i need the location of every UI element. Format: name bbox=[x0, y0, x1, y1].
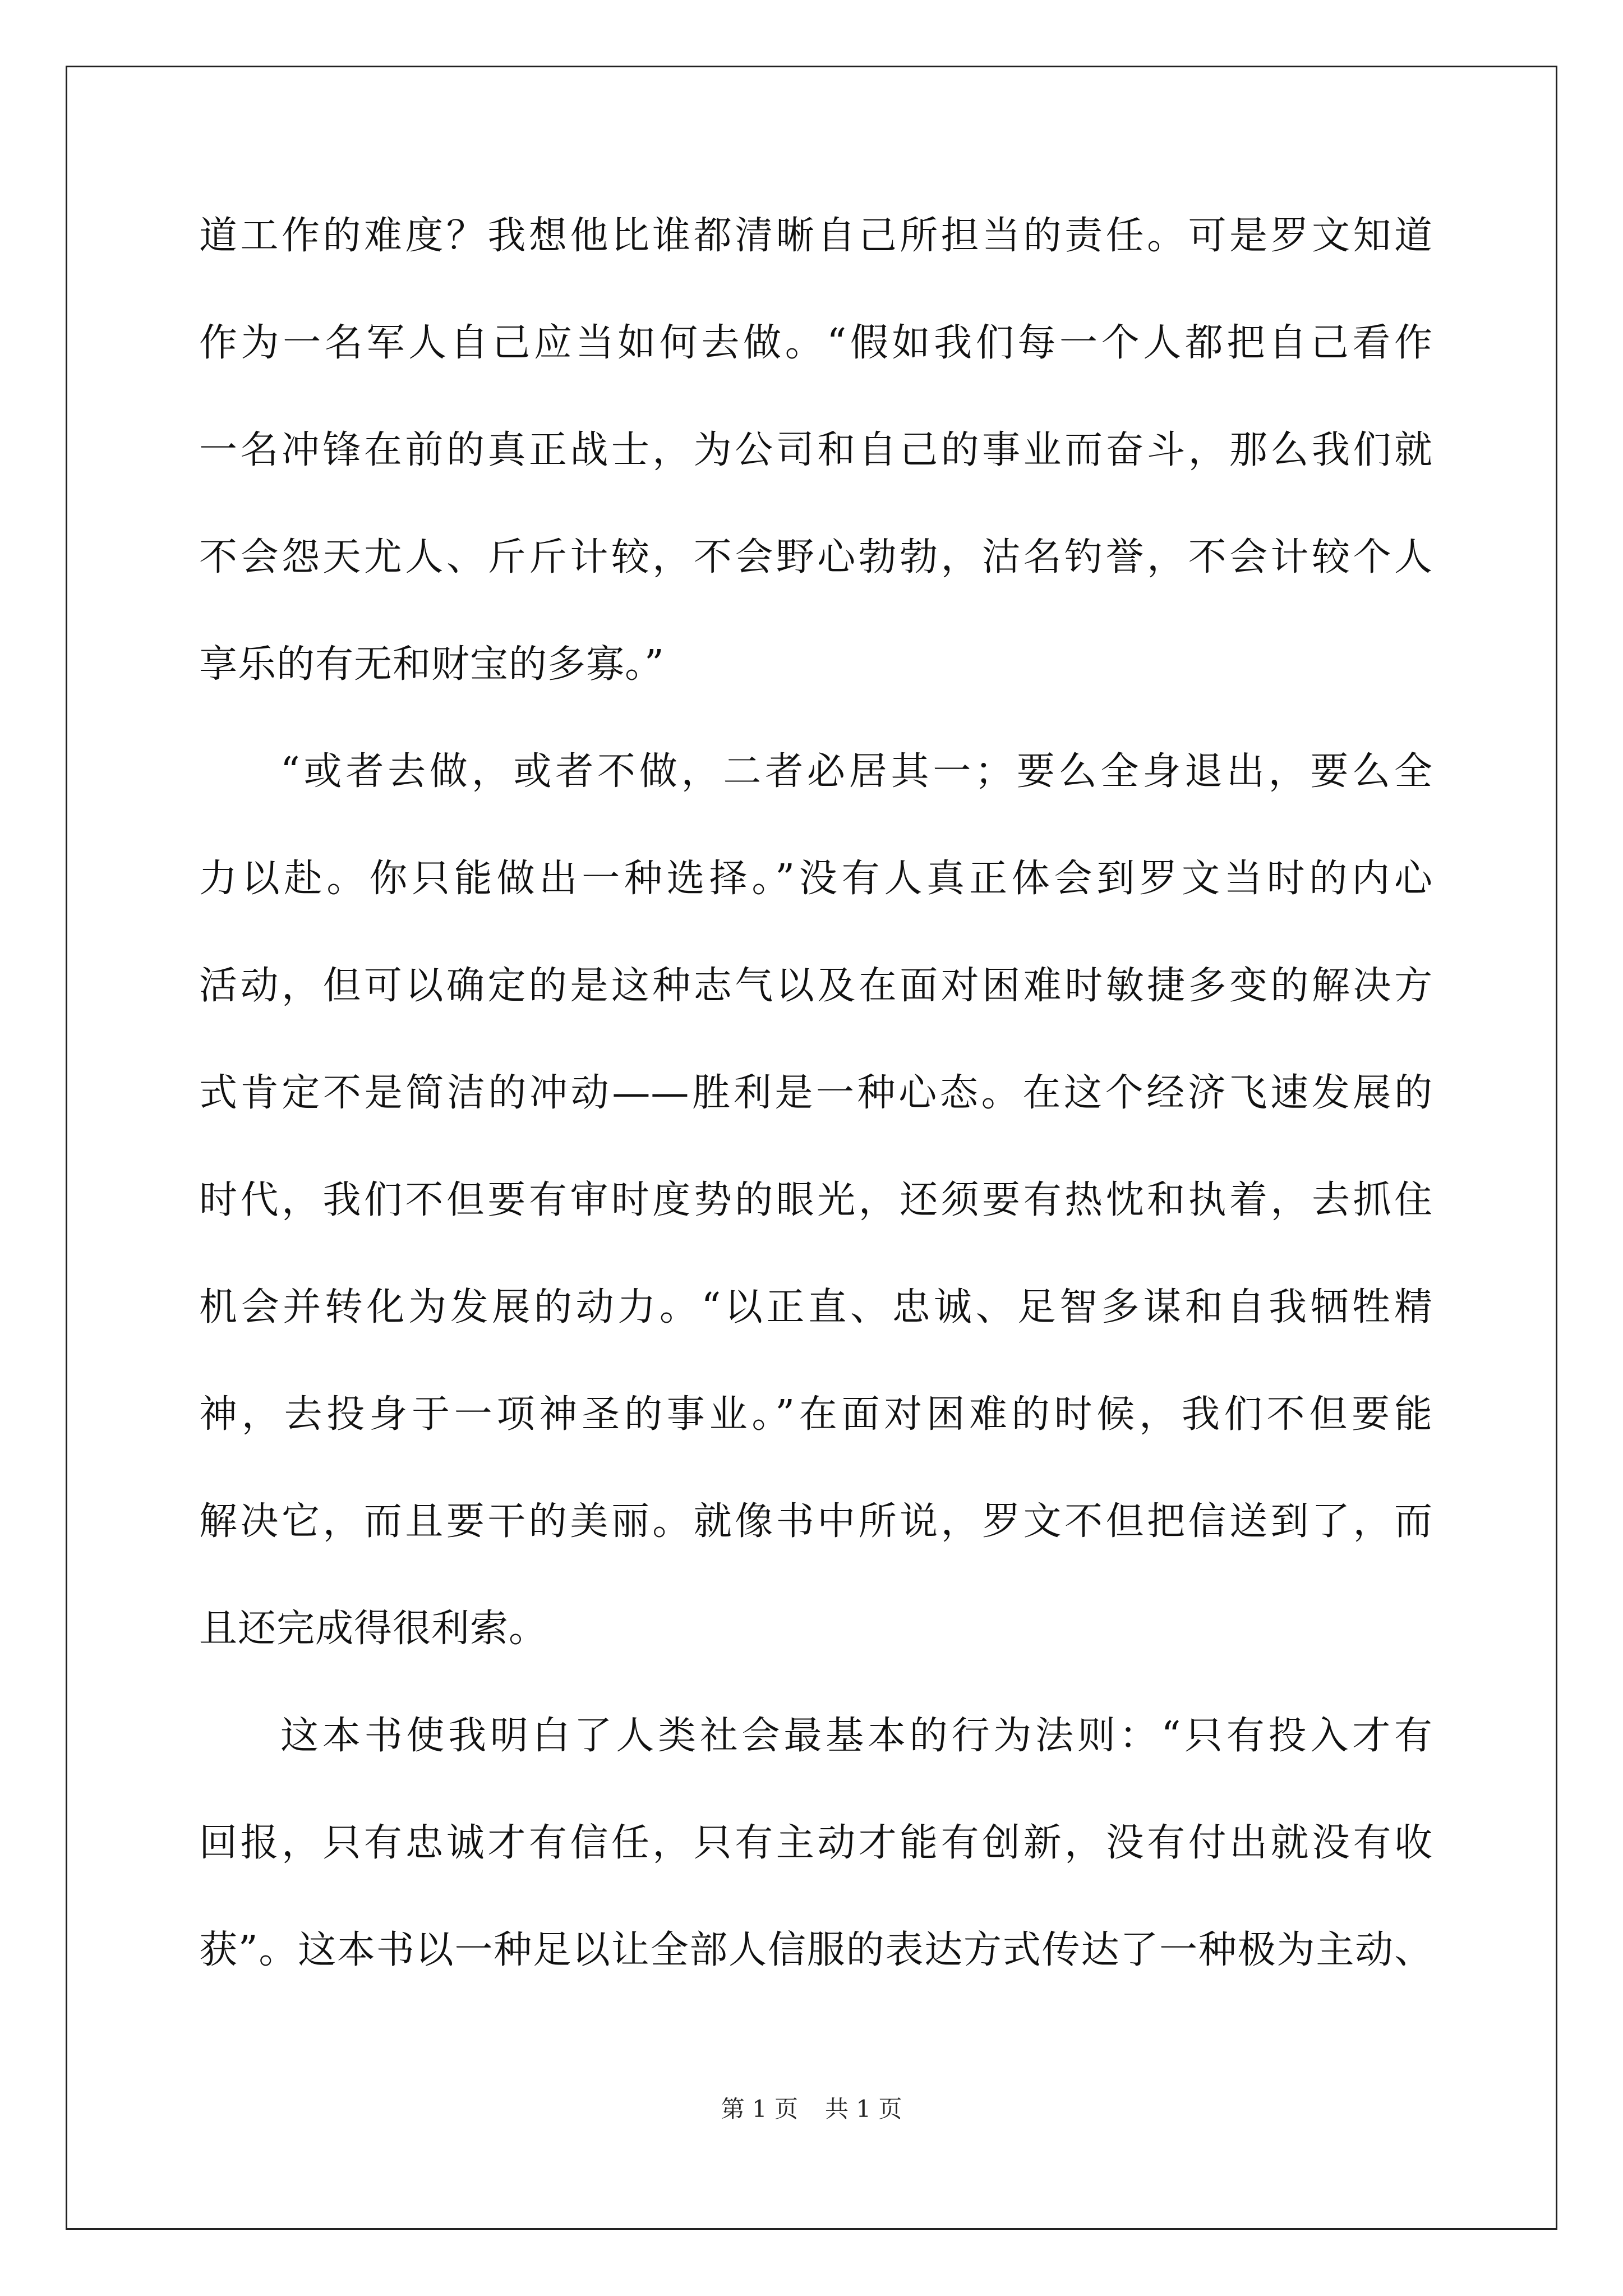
text-line: 力以赴。你只能做出一种选择。”没有人真正体会到罗文当时的内心 bbox=[199, 857, 1433, 901]
text-line: 享乐的有无和财宝的多寡。” bbox=[199, 642, 665, 687]
text-line: 回报，只有忠诚才有信任，只有主动才能有创新，没有付出就没有收 bbox=[199, 1821, 1433, 1865]
text-line: 道工作的难度？我想他比谁都清晰自己所担当的责任。可是罗文知道 bbox=[199, 214, 1433, 258]
paragraph-first-line: “或者去做，或者不做，二者必居其一；要么全身退出，要么全 bbox=[280, 749, 1433, 794]
page-number-total: 共 1 页 bbox=[825, 2095, 902, 2123]
text-line: 神，去投身于一项神圣的事业。”在面对困难的时候，我们不但要能 bbox=[199, 1392, 1433, 1437]
text-line: 活动，但可以确定的是这种志气以及在面对困难时敏捷多变的解决方 bbox=[199, 964, 1433, 1008]
paragraph-first-line: 这本书使我明白了人类社会最基本的行为法则：“只有投入才有 bbox=[280, 1714, 1433, 1758]
text-line: 且还完成得很利索。 bbox=[199, 1607, 548, 1651]
text-line: 不会怨天尤人、斤斤计较，不会野心勃勃，沽名钓誉，不会计较个人 bbox=[199, 535, 1433, 579]
text-line: 时代，我们不但要有审时度势的眼光，还须要有热忱和执着，去抓住 bbox=[199, 1178, 1433, 1222]
text-line: 机会并转化为发展的动力。“以正直、忠诚、足智多谋和自我牺牲精 bbox=[199, 1285, 1433, 1329]
page-footer bbox=[0, 2095, 1623, 2123]
document-body bbox=[199, 208, 1433, 2030]
text-line: 获”。这本书以一种足以让全部人信服的表达方式传达了一种极为主动、 bbox=[199, 1928, 1433, 1972]
text-line: 式肯定不是简洁的冲动——胜利是一种心态。在这个经济飞速发展的 bbox=[199, 1071, 1433, 1115]
text-line: 作为一名军人自己应当如何去做。“假如我们每一个人都把自己看作 bbox=[199, 321, 1433, 365]
page-number-current: 第 1 页 bbox=[721, 2095, 798, 2123]
text-line: 解决它，而且要干的美丽。就像书中所说，罗文不但把信送到了，而 bbox=[199, 1499, 1433, 1544]
text-line: 一名冲锋在前的真正战士，为公司和自己的事业而奋斗，那么我们就 bbox=[199, 428, 1433, 472]
